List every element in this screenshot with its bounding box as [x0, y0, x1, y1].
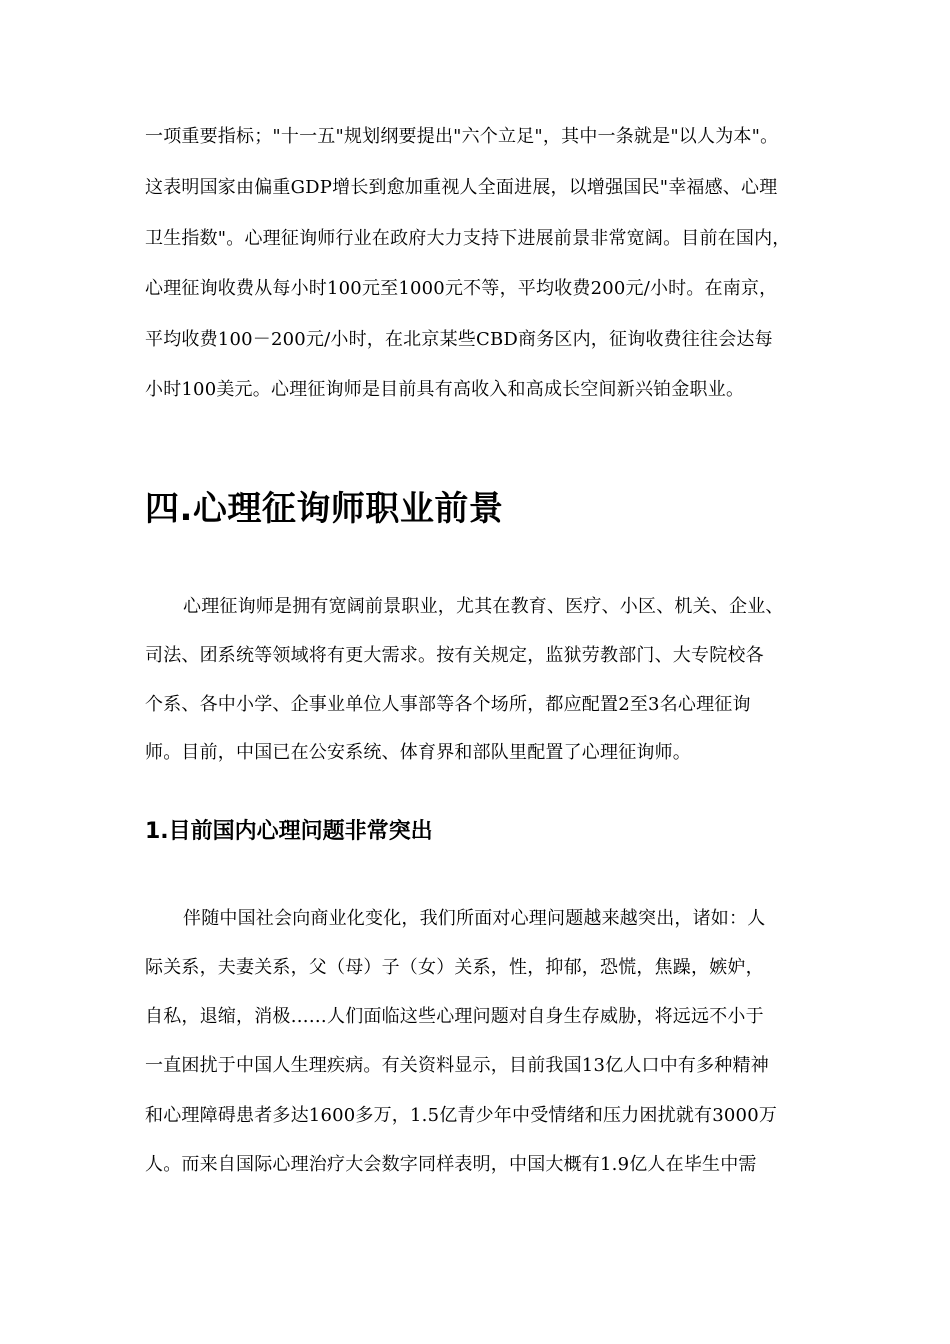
- paragraph-line: 个系、各中小学、企事业单位人事部等各个场所，都应配置2至3名心理征询: [145, 694, 751, 715]
- paragraph-line: 伴随中国社会向商业化变化，我们所面对心理问题越来越突出，诸如：人: [183, 908, 766, 929]
- paragraph-line: 平均收费100－200元/小时，在北京某些CBD商务区内，征询收费往往会达每: [145, 329, 773, 350]
- paragraph-line: 小时100美元。心理征询师是目前具有高收入和高成长空间新兴铂金职业。: [145, 379, 745, 400]
- paragraph-line: 这表明国家由偏重GDP增长到愈加重视人全面进展，以增强国民"幸福感、心理: [145, 177, 778, 198]
- paragraph-line: 和心理障碍患者多达1600多万，1.5亿青少年中受情绪和压力困扰就有3000万: [145, 1105, 778, 1126]
- section-heading: 四.心理征询师职业前景: [145, 489, 504, 529]
- subsection-heading: 1.目前国内心理问题非常突出: [145, 819, 433, 844]
- paragraph-line: 师。目前，中国已在公安系统、体育界和部队里配置了心理征询师。: [145, 742, 691, 763]
- paragraph-line: 一项重要指标；"十一五"规划纲要提出"六个立足"，其中一条就是"以人为本"。: [145, 126, 779, 147]
- paragraph-line: 自私，退缩，消极……人们面临这些心理问题对自身生存威胁，将远远不小于: [145, 1006, 764, 1027]
- paragraph-line: 心理征询收费从每小时100元至1000元不等，平均收费200元/小时。在南京，: [145, 278, 778, 299]
- paragraph-line: 卫生指数"。心理征询师行业在政府大力支持下进展前景非常宽阔。目前在国内，: [145, 228, 791, 249]
- paragraph-line: 人。而来自国际心理治疗大会数字同样表明，中国大概有1.9亿人在毕生中需: [145, 1154, 757, 1175]
- paragraph-line: 司法、团系统等领域将有更大需求。按有关规定，监狱劳教部门、大专院校各: [145, 645, 764, 666]
- paragraph-line: 一直困扰于中国人生理疾病。有关资料显示，目前我国13亿人口中有多种精神: [145, 1055, 769, 1076]
- paragraph-line: 际关系，夫妻关系，父（母）子（女）关系，性，抑郁，恐慌，焦躁，嫉妒，: [145, 957, 764, 978]
- paragraph-line: 心理征询师是拥有宽阔前景职业，尤其在教育、医疗、小区、机关、企业、: [183, 596, 784, 617]
